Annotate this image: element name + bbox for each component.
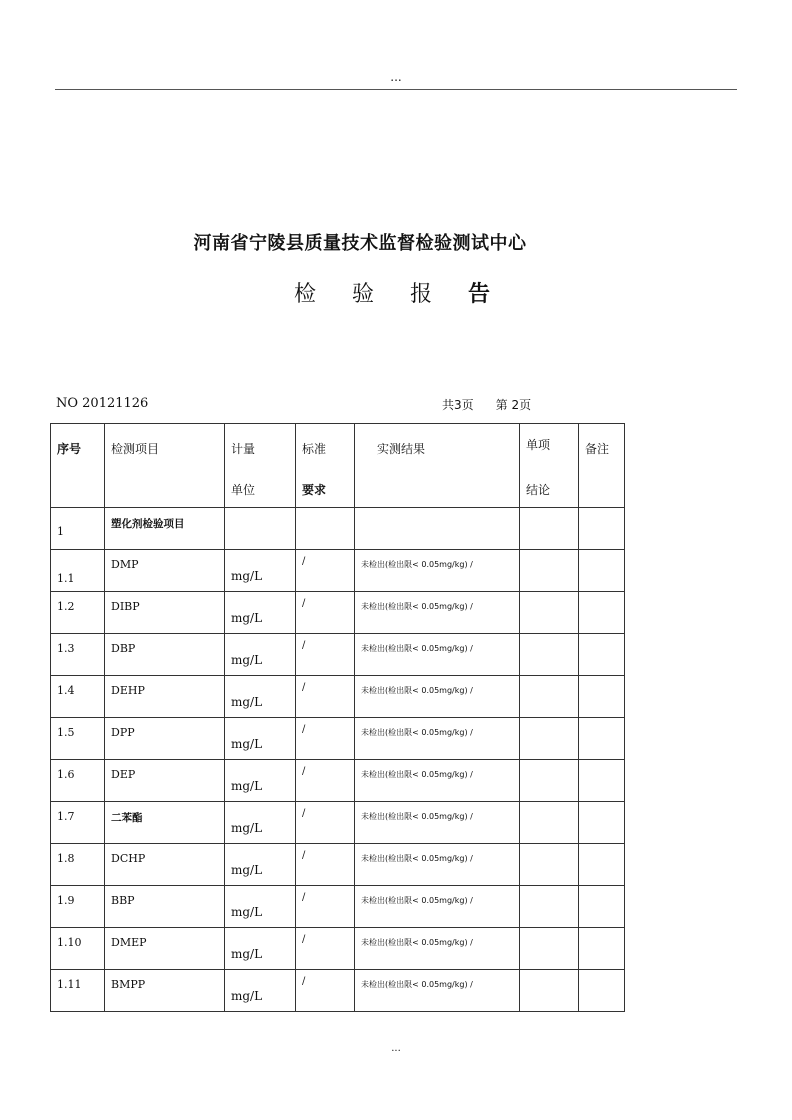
row-conclusion-cell <box>520 844 579 886</box>
row-remark-cell <box>579 760 625 802</box>
header-rule <box>55 89 737 90</box>
table-row <box>51 676 625 718</box>
row-unit-cell <box>225 844 296 886</box>
row-seq-cell <box>51 760 105 802</box>
row-standard: / <box>302 850 306 861</box>
row-standard-cell <box>296 634 355 676</box>
header-seq-label: 序号 <box>57 442 82 456</box>
empty-cell <box>225 508 296 550</box>
row-item-cell <box>105 718 225 760</box>
row-seq-cell <box>51 844 105 886</box>
row-standard: / <box>302 934 306 945</box>
group-item-cell <box>105 508 225 550</box>
row-unit-cell <box>225 760 296 802</box>
empty-cell <box>296 508 355 550</box>
row-result-cell <box>355 718 520 760</box>
row-result-cell <box>355 970 520 1012</box>
report-title-char: 报 <box>410 282 433 307</box>
row-unit: mg/L <box>231 905 263 919</box>
row-conclusion-cell <box>520 970 579 1012</box>
row-result-cell <box>355 928 520 970</box>
row-item: 二苯酯 <box>111 812 143 824</box>
row-item: DBP <box>111 642 136 655</box>
row-seq-cell <box>51 970 105 1012</box>
header-standard-line1: 标准 <box>302 442 327 456</box>
row-unit-cell <box>225 970 296 1012</box>
row-standard: / <box>302 556 306 567</box>
header-dots: ... <box>390 70 402 84</box>
row-conclusion-cell <box>520 802 579 844</box>
row-seq: 1.11 <box>57 978 82 991</box>
table-row <box>51 718 625 760</box>
table-row <box>51 928 625 970</box>
header-unit <box>225 424 296 508</box>
footer-dots: ... <box>391 1043 401 1054</box>
row-item: DCHP <box>111 852 146 865</box>
report-title-char: 验 <box>352 282 375 307</box>
row-result-cell <box>355 592 520 634</box>
row-item: DMEP <box>111 936 147 949</box>
row-standard-cell <box>296 844 355 886</box>
row-unit: mg/L <box>231 653 263 667</box>
row-result: 未检出(检出限< 0.05mg/kg) / <box>361 938 473 947</box>
header-standard-line2: 要求 <box>302 483 327 497</box>
row-remark-cell <box>579 886 625 928</box>
row-standard: / <box>302 682 306 693</box>
page-current: 第 2页 <box>495 398 532 412</box>
row-unit: mg/L <box>231 569 263 583</box>
row-standard-cell <box>296 928 355 970</box>
row-result-cell <box>355 634 520 676</box>
table-row <box>51 634 625 676</box>
empty-cell <box>520 508 579 550</box>
table-row <box>51 592 625 634</box>
row-standard: / <box>302 766 306 777</box>
row-conclusion-cell <box>520 886 579 928</box>
row-unit: mg/L <box>231 779 263 793</box>
row-seq: 1.10 <box>57 936 82 949</box>
row-seq-cell <box>51 928 105 970</box>
row-item-cell <box>105 844 225 886</box>
page-total: 共3页 <box>442 398 474 412</box>
row-standard-cell <box>296 676 355 718</box>
row-remark-cell <box>579 970 625 1012</box>
row-seq-cell <box>51 592 105 634</box>
document-number: NO 20121126 <box>56 396 149 411</box>
row-seq: 1.2 <box>57 600 75 613</box>
row-remark-cell <box>579 718 625 760</box>
table-header-row <box>51 424 625 508</box>
row-result-cell <box>355 760 520 802</box>
organization-name: 河南省宁陵县质量技术监督检验测试中心 <box>193 233 527 254</box>
header-remark-label: 备注 <box>585 442 610 456</box>
row-item: BBP <box>111 894 135 907</box>
row-seq-cell <box>51 886 105 928</box>
row-result-cell <box>355 676 520 718</box>
row-standard: / <box>302 724 306 735</box>
row-remark-cell <box>579 928 625 970</box>
row-seq: 1.3 <box>57 642 75 655</box>
header-item-label: 检测项目 <box>111 442 160 456</box>
row-item-cell <box>105 550 225 592</box>
row-item-cell <box>105 970 225 1012</box>
row-result-cell <box>355 550 520 592</box>
row-item-cell <box>105 760 225 802</box>
row-item-cell <box>105 886 225 928</box>
row-unit: mg/L <box>231 737 263 751</box>
report-title-char: 检 <box>294 282 317 307</box>
row-seq: 1.5 <box>57 726 75 739</box>
table-row <box>51 844 625 886</box>
row-item: DIBP <box>111 600 140 613</box>
row-standard-cell <box>296 760 355 802</box>
group-seq-cell <box>51 508 105 550</box>
header-standard <box>296 424 355 508</box>
row-result-cell <box>355 802 520 844</box>
row-standard: / <box>302 640 306 651</box>
row-remark-cell <box>579 844 625 886</box>
row-result: 未检出(检出限< 0.05mg/kg) / <box>361 980 473 989</box>
row-result-cell <box>355 844 520 886</box>
row-result: 未检出(检出限< 0.05mg/kg) / <box>361 854 473 863</box>
row-standard: / <box>302 598 306 609</box>
row-conclusion-cell <box>520 718 579 760</box>
row-result: 未检出(检出限< 0.05mg/kg) / <box>361 812 473 821</box>
row-seq: 1.4 <box>57 684 75 697</box>
row-unit: mg/L <box>231 863 263 877</box>
empty-cell <box>579 508 625 550</box>
row-conclusion-cell <box>520 676 579 718</box>
row-seq: 1.8 <box>57 852 75 865</box>
row-unit-cell <box>225 676 296 718</box>
row-item-cell <box>105 592 225 634</box>
header-result <box>355 424 520 508</box>
row-unit-cell <box>225 718 296 760</box>
row-seq: 1.6 <box>57 768 75 781</box>
row-item-cell <box>105 802 225 844</box>
row-result: 未检出(检出限< 0.05mg/kg) / <box>361 728 473 737</box>
table-row <box>51 550 625 592</box>
row-item: DMP <box>111 558 139 571</box>
row-item-cell <box>105 634 225 676</box>
row-seq: 1.9 <box>57 894 75 907</box>
row-item-cell <box>105 928 225 970</box>
report-table <box>50 423 625 1012</box>
row-seq-cell <box>51 802 105 844</box>
table-row <box>51 970 625 1012</box>
table-row <box>51 886 625 928</box>
row-remark-cell <box>579 802 625 844</box>
report-title-char: 告 <box>468 282 491 307</box>
empty-cell <box>355 508 520 550</box>
row-remark-cell <box>579 676 625 718</box>
row-result: 未检出(检出限< 0.05mg/kg) / <box>361 602 473 611</box>
row-seq: 1.1 <box>57 572 75 585</box>
header-conclusion <box>520 424 579 508</box>
row-seq-cell <box>51 718 105 760</box>
row-unit-cell <box>225 592 296 634</box>
header-remark <box>579 424 625 508</box>
row-result-cell <box>355 886 520 928</box>
row-remark-cell <box>579 550 625 592</box>
row-item-cell <box>105 676 225 718</box>
row-unit: mg/L <box>231 695 263 709</box>
header-unit-line2: 单位 <box>231 483 256 497</box>
row-seq: 1.7 <box>57 810 75 823</box>
table-row <box>51 760 625 802</box>
row-unit-cell <box>225 928 296 970</box>
row-conclusion-cell <box>520 928 579 970</box>
row-unit: mg/L <box>231 989 263 1003</box>
row-standard: / <box>302 892 306 903</box>
header-conclusion-line1: 单项 <box>526 438 551 452</box>
page-info <box>442 396 531 413</box>
row-conclusion-cell <box>520 760 579 802</box>
row-standard-cell <box>296 550 355 592</box>
row-result: 未检出(检出限< 0.05mg/kg) / <box>361 770 473 779</box>
row-item: DEP <box>111 768 136 781</box>
row-result: 未检出(检出限< 0.05mg/kg) / <box>361 686 473 695</box>
row-standard-cell <box>296 886 355 928</box>
row-unit-cell <box>225 550 296 592</box>
row-standard: / <box>302 808 306 819</box>
row-unit-cell <box>225 886 296 928</box>
row-remark-cell <box>579 634 625 676</box>
row-conclusion-cell <box>520 634 579 676</box>
row-seq-cell <box>51 676 105 718</box>
group-seq: 1 <box>57 525 64 538</box>
header-unit-line1: 计量 <box>231 442 256 456</box>
row-result: 未检出(检出限< 0.05mg/kg) / <box>361 644 473 653</box>
row-result: 未检出(检出限< 0.05mg/kg) / <box>361 896 473 905</box>
row-unit: mg/L <box>231 611 263 625</box>
row-item: DPP <box>111 726 135 739</box>
header-result-label: 实测结果 <box>377 442 426 456</box>
row-seq-cell <box>51 550 105 592</box>
table-group-row <box>51 508 625 550</box>
table-row <box>51 802 625 844</box>
row-conclusion-cell <box>520 592 579 634</box>
row-standard-cell <box>296 802 355 844</box>
row-standard-cell <box>296 718 355 760</box>
row-seq-cell <box>51 634 105 676</box>
row-result: 未检出(检出限< 0.05mg/kg) / <box>361 560 473 569</box>
row-unit: mg/L <box>231 947 263 961</box>
row-conclusion-cell <box>520 550 579 592</box>
header-item <box>105 424 225 508</box>
row-standard: / <box>302 976 306 987</box>
row-remark-cell <box>579 592 625 634</box>
row-item: DEHP <box>111 684 145 697</box>
header-seq <box>51 424 105 508</box>
row-standard-cell <box>296 970 355 1012</box>
report-title <box>294 277 526 308</box>
row-unit-cell <box>225 634 296 676</box>
row-unit: mg/L <box>231 821 263 835</box>
row-standard-cell <box>296 592 355 634</box>
header-conclusion-line2: 结论 <box>526 483 551 497</box>
row-unit-cell <box>225 802 296 844</box>
group-item: 塑化剂检验项目 <box>111 518 185 530</box>
row-item: BMPP <box>111 978 146 991</box>
